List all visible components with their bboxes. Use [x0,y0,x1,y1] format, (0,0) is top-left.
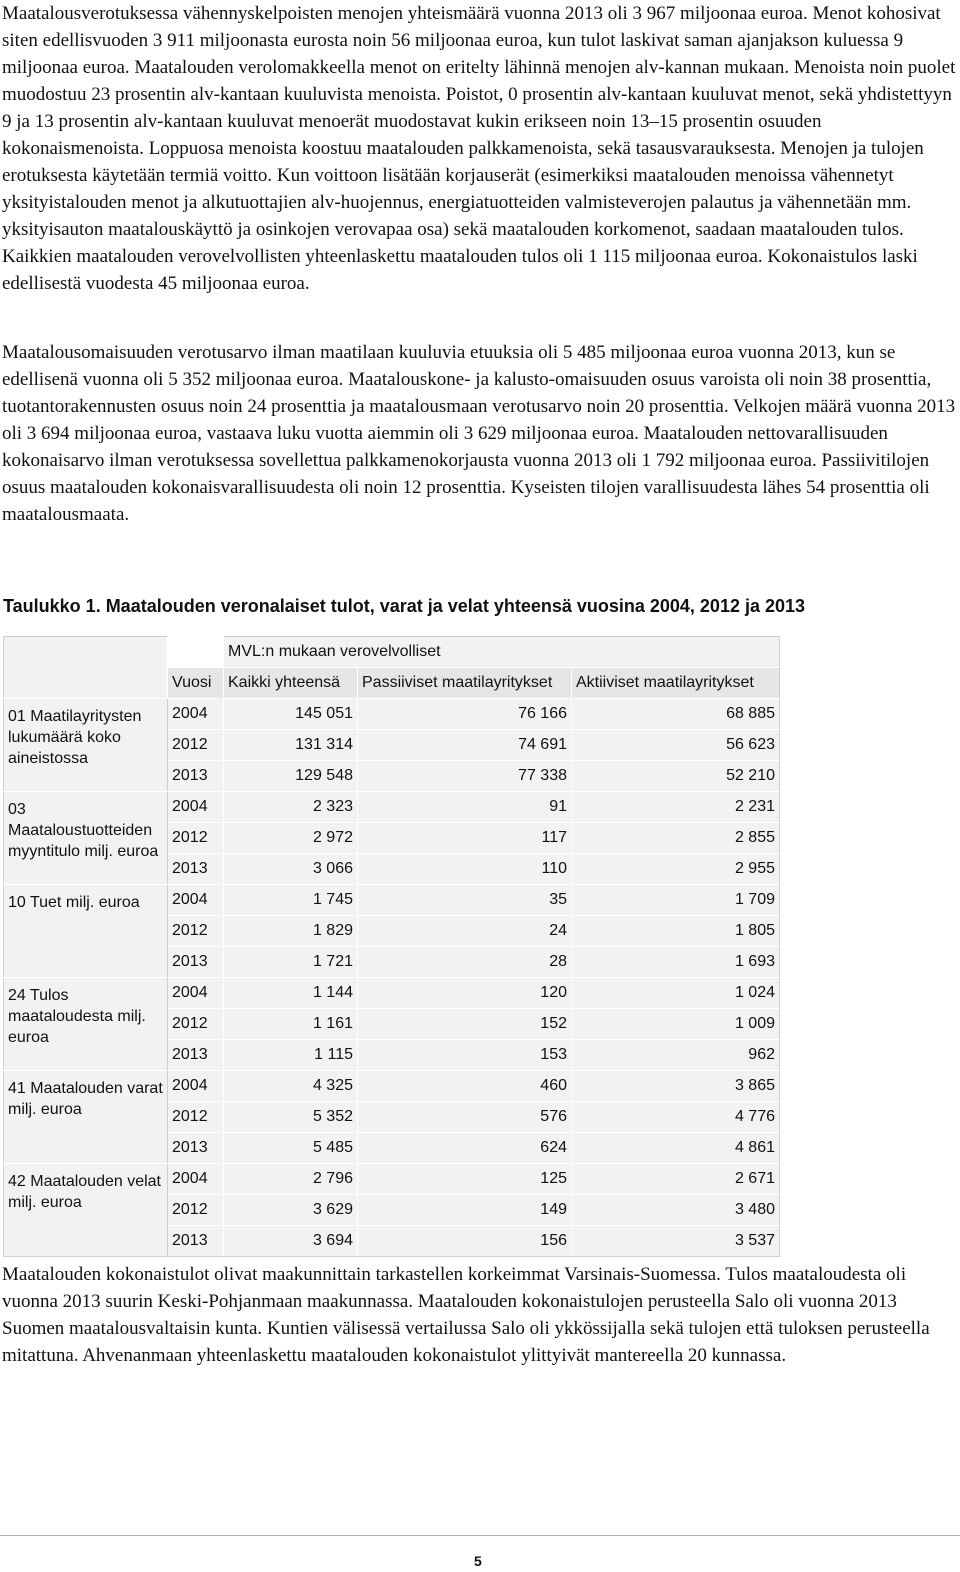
header-all: Kaikki yhteensä [224,668,358,699]
corner-cell [4,637,168,699]
cell-passive: 576 [358,1102,572,1133]
cell-all: 1 115 [224,1040,358,1071]
table-header-row-group [4,637,780,668]
cell-year: 2004 [168,978,224,1009]
cell-active: 1 709 [572,885,780,916]
paragraph-assets: Maatalousomaisuuden verotusarvo ilman maatilaan kuuluvia etuuksia oli 5 485 miljoonaa euroa vuonna 2013, kun se edellisenä vuonna oli 5 352 miljoonaa euroa. Maatalouskone- ja kalusto-omaisuuden osuus varoista oli noin 38 prosenttia, tuotantorakennusten osuus noin 24 prosenttia ja maatalousmaan verotusarvo noin 20 prosenttia. Velkojen määrä vuonna 2013 oli 3 694 miljoonaa euroa, vastaava luku vuotta aiemmin oli 3 629 miljoonaa euroa. Maatalouden nettovarallisuuden kokonaisarvo ilman verotuksessa sovellettua palkkamenokorjausta vuonna 2013 oli 1 792 miljoonaa euroa. Passiivitilojen osuus maatalouden kokonaisvarallisuudesta oli noin 12 prosenttia. Kyseisten tilojen varallisuudesta lähes 54 prosenttia oli maatalousmaata. [2,342,956,525]
cell-passive: 74 691 [358,730,572,761]
cell-active: 2 231 [572,792,780,823]
cell-passive: 117 [358,823,572,854]
cell-passive: 125 [358,1164,572,1195]
row-label: 24 Tulos maataloudesta milj. euroa [4,978,168,1071]
cell-passive: 156 [358,1226,572,1257]
cell-all: 5 352 [224,1102,358,1133]
paragraph-regions: Maatalouden kokonaistulot olivat maakunnittain tarkastellen korkeimmat Varsinais-Suomessa. Tulos maataloudesta oli vuonna 2013 suurin Keski-Pohjanmaan maakunnassa. Maatalouden kokonaistulojen perusteella Salo oli vuonna 2013 Suomen maatalousvaltaisin kunta. Kuntien välisessä vertailussa Salo oli ykkössijalla sekä tulojen että tuloksen perusteella mitattuna. Ahvenanmaan yhteenlaskettu maatalouden kokonaistulot ylittyivät mantereella 20 kunnassa. [2,1264,930,1366]
cell-all: 145 051 [224,699,358,730]
cell-active: 1 805 [572,916,780,947]
table-row [4,885,780,916]
row-label: 01 Maatilayritysten lukumäärä koko aineistossa [4,699,168,792]
group-header: MVL:n mukaan verovelvolliset [224,637,780,668]
cell-all: 2 323 [224,792,358,823]
cell-active: 1 009 [572,1009,780,1040]
cell-all: 2 796 [224,1164,358,1195]
paragraph-expenses: Maatalousverotuksessa vähennyskelpoisten menojen yhteismäärä vuonna 2013 oli 3 967 miljoonaa euroa. Menot kohosivat siten edellisvuoden 3 911 miljoonasta eurosta noin 56 miljoonaa euroa, kun tulot laskivat saman ajanjakson kuluessa 9 miljoonaa euroa. Maatalouden verolomakkeella menot on eritelty lähinnä menojen alv-kannan mukaan. Menoista noin puolet muodostuu 23 prosentin alv-kantaan kuuluvista menoista. Poistot, 0 prosentin alv-kantaan kuuluvat menot, sekä yhdistettyyn 9 ja 13 prosentin alv-kantaan kuuluvat menoerät muodostavat kukin erikseen noin 13–15 prosentin osuuden kokonaismenoista. Loppuosa menoista koostuu maatalouden palkkamenoista, sekä tasausvarauksesta. Menojen ja tulojen erotuksesta käytetään termiä voitto. Kun voittoon lisätään korjauserät (esimerkiksi maatalouden menoissa vähennetyt yksityistalouden menot ja alkutuottajien alv-huojennus, energiatuotteiden valmisteverojen palautus ja vähennetään mm. yksityisauton maatalouskäyttö ja osinkojen verovapaa osa) sekä maatalouden korkomenot, saadaan maatalouden tulos. Kaikkien maatalouden verovelvollisten yhteenlaskettu maatalouden tulos oli 1 115 miljoonaa euroa. Kokonaistulos laski edellisestä vuodesta 45 miljoonaa euroa. [2,3,956,294]
table-row [4,1071,780,1102]
cell-active: 56 623 [572,730,780,761]
cell-passive: 153 [358,1040,572,1071]
cell-year: 2004 [168,792,224,823]
cell-all: 3 629 [224,1195,358,1226]
row-label: 03 Maataloustuotteiden myyntitulo milj. euroa [4,792,168,885]
header-active: Aktiiviset maatilayritykset [572,668,780,699]
cell-year: 2013 [168,1133,224,1164]
cell-passive: 24 [358,916,572,947]
cell-all: 129 548 [224,761,358,792]
cell-active: 3 480 [572,1195,780,1226]
cell-year: 2013 [168,761,224,792]
cell-year: 2012 [168,1102,224,1133]
table-row [4,792,780,823]
row-label: 42 Maatalouden velat milj. euroa [4,1164,168,1257]
table-title: Taulukko 1. Maatalouden veronalaiset tulot, varat ja velat yhteensä vuosina 2004, 2012 ja 2013 [3,596,806,616]
header-passive: Passiiviset maatilayritykset [358,668,572,699]
cell-year: 2012 [168,823,224,854]
cell-year: 2012 [168,730,224,761]
cell-active: 962 [572,1040,780,1071]
cell-all: 3 694 [224,1226,358,1257]
cell-year: 2013 [168,947,224,978]
cell-year: 2013 [168,1226,224,1257]
cell-year: 2012 [168,916,224,947]
row-label: 10 Tuet milj. euroa [4,885,168,978]
cell-active: 2 955 [572,854,780,885]
cell-year: 2012 [168,1195,224,1226]
cell-passive: 35 [358,885,572,916]
cell-all: 131 314 [224,730,358,761]
cell-all: 5 485 [224,1133,358,1164]
cell-passive: 77 338 [358,761,572,792]
cell-all: 1 829 [224,916,358,947]
table-row [4,699,780,730]
cell-all: 3 066 [224,854,358,885]
cell-active: 3 537 [572,1226,780,1257]
cell-passive: 91 [358,792,572,823]
cell-active: 2 855 [572,823,780,854]
cell-active: 3 865 [572,1071,780,1102]
cell-passive: 110 [358,854,572,885]
table-row [4,1164,780,1195]
cell-all: 1 161 [224,1009,358,1040]
cell-year: 2012 [168,1009,224,1040]
cell-passive: 624 [358,1133,572,1164]
cell-passive: 149 [358,1195,572,1226]
cell-passive: 120 [358,978,572,1009]
table-row [4,978,780,1009]
cell-year: 2004 [168,1071,224,1102]
page-number: 5 [474,1553,482,1569]
cell-passive: 76 166 [358,699,572,730]
cell-passive: 460 [358,1071,572,1102]
cell-passive: 152 [358,1009,572,1040]
cell-all: 1 144 [224,978,358,1009]
cell-passive: 28 [358,947,572,978]
cell-active: 4 776 [572,1102,780,1133]
cell-year: 2004 [168,699,224,730]
spacer-cell [168,637,224,668]
data-table [3,636,780,1257]
cell-all: 2 972 [224,823,358,854]
cell-year: 2004 [168,1164,224,1195]
cell-active: 1 693 [572,947,780,978]
row-label: 41 Maatalouden varat milj. euroa [4,1071,168,1164]
cell-year: 2013 [168,854,224,885]
footer-divider [0,1535,960,1536]
header-year: Vuosi [168,668,224,699]
cell-all: 1 721 [224,947,358,978]
cell-all: 4 325 [224,1071,358,1102]
cell-all: 1 745 [224,885,358,916]
cell-year: 2013 [168,1040,224,1071]
cell-year: 2004 [168,885,224,916]
cell-active: 68 885 [572,699,780,730]
cell-active: 52 210 [572,761,780,792]
cell-active: 2 671 [572,1164,780,1195]
cell-active: 1 024 [572,978,780,1009]
cell-active: 4 861 [572,1133,780,1164]
